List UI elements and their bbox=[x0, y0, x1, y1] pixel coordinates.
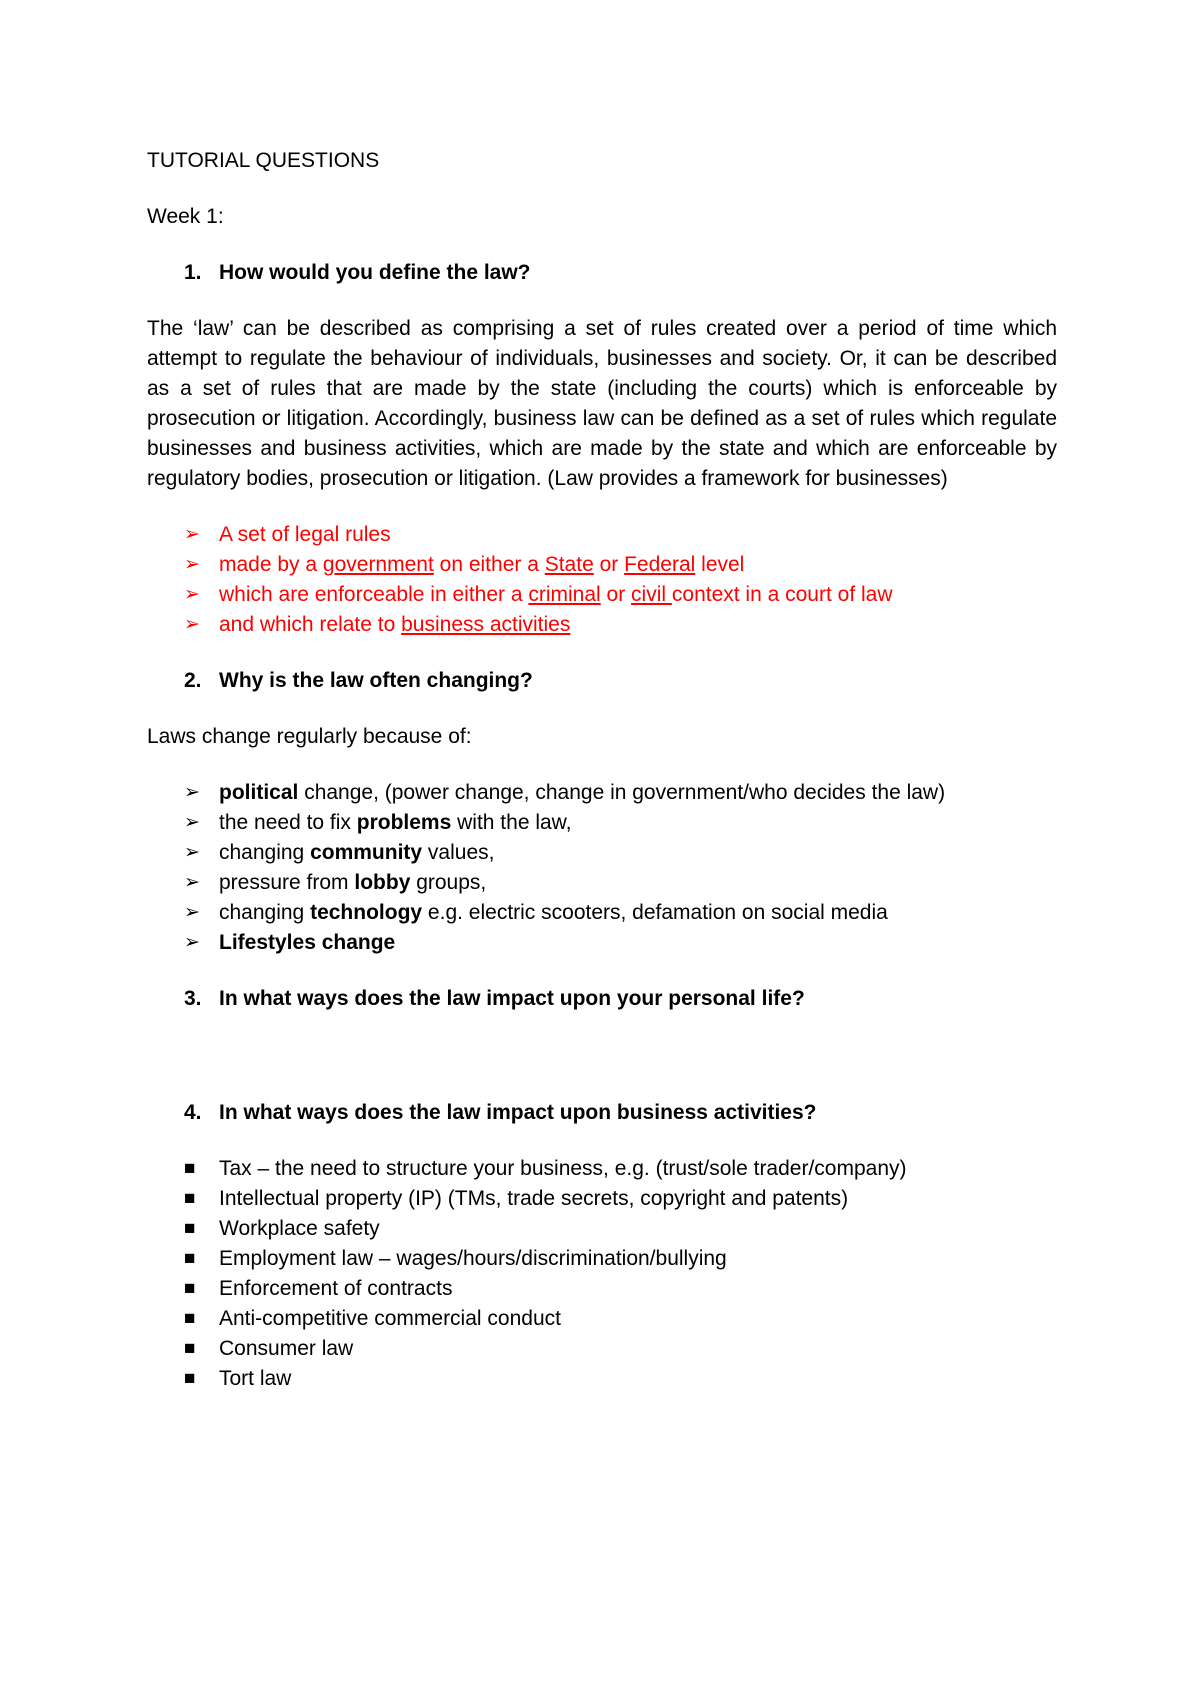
arrow-bullet-icon: ➢ bbox=[184, 842, 200, 863]
bullet-text: Anti-competitive commercial conduct bbox=[219, 1307, 561, 1330]
square-bullet-icon: ■ bbox=[184, 1368, 196, 1389]
square-bullet-icon: ■ bbox=[184, 1278, 196, 1299]
document-title: TUTORIAL QUESTIONS bbox=[147, 149, 380, 172]
question-text: Why is the law often changing? bbox=[219, 669, 533, 692]
list-item bbox=[147, 1244, 1057, 1274]
list-item bbox=[147, 1334, 1057, 1364]
bullet-text: Lifestyles change bbox=[219, 931, 396, 954]
question-3 bbox=[147, 984, 1057, 1014]
list-item bbox=[147, 1184, 1057, 1214]
list-item bbox=[147, 928, 1057, 958]
bullet-text: Workplace safety bbox=[219, 1217, 380, 1240]
list-item bbox=[147, 778, 1057, 808]
question-text: In what ways does the law impact upon business activities? bbox=[219, 1101, 817, 1124]
question-1-answer: The ‘law’ can be described as comprising a set of rules created over a period of time which attempt to regulate the behaviour of individuals, businesses and society. Or, it can be described as a set of rules that are made by the state (including the courts) which is enforceable by prosecution or litigation. Accordingly, business law can be defined as a set of rules which regulate businesses and business activities, which are made by the state and which are enforceable by regulatory bodies, prosecution or litigation. (Law provides a framework for businesses) bbox=[147, 317, 1057, 490]
list-item bbox=[147, 1364, 1057, 1394]
question-number: 3. bbox=[184, 987, 202, 1010]
change-reasons-list bbox=[147, 778, 1057, 958]
underlined-term: State bbox=[544, 553, 594, 576]
underlined-term: criminal bbox=[528, 583, 601, 606]
arrow-bullet-icon: ➢ bbox=[184, 614, 200, 635]
list-item bbox=[147, 1304, 1057, 1334]
question-4 bbox=[147, 1098, 1057, 1128]
underlined-term: Federal bbox=[624, 553, 696, 576]
list-item bbox=[147, 868, 1057, 898]
bullet-text: pressure from lobby groups, bbox=[219, 871, 487, 894]
bullet-text: the need to fix problems with the law, bbox=[219, 811, 572, 834]
bullet-text: Consumer law bbox=[219, 1337, 354, 1360]
arrow-bullet-icon: ➢ bbox=[184, 584, 200, 605]
bullet-text: A set of legal rules bbox=[219, 523, 391, 546]
underlined-term: business activities bbox=[401, 613, 571, 636]
list-item bbox=[147, 898, 1057, 928]
question-text: In what ways does the law impact upon your personal life? bbox=[219, 987, 805, 1010]
bullet-text: and which relate to business activities bbox=[219, 613, 571, 636]
list-item bbox=[147, 610, 1057, 640]
bullet-text: Tort law bbox=[219, 1367, 292, 1390]
question-text: How would you define the law? bbox=[219, 261, 531, 284]
bullet-text: Enforcement of contracts bbox=[219, 1277, 453, 1300]
bullet-text: which are enforceable in either a criminal or civil context in a court of law bbox=[219, 583, 893, 606]
square-bullet-icon: ■ bbox=[184, 1338, 196, 1359]
list-item bbox=[147, 550, 1057, 580]
list-item bbox=[147, 1274, 1057, 1304]
arrow-bullet-icon: ➢ bbox=[184, 554, 200, 575]
arrow-bullet-icon: ➢ bbox=[184, 812, 200, 833]
bullet-text: made by a government on either a State or Federal level bbox=[219, 553, 745, 576]
square-bullet-icon: ■ bbox=[184, 1248, 196, 1269]
square-bullet-icon: ■ bbox=[184, 1158, 196, 1179]
question-1 bbox=[147, 258, 1057, 288]
arrow-bullet-icon: ➢ bbox=[184, 902, 200, 923]
underlined-term: civil bbox=[631, 583, 672, 606]
arrow-bullet-icon: ➢ bbox=[184, 872, 200, 893]
list-item bbox=[147, 1214, 1057, 1244]
definition-bullet-list bbox=[147, 520, 1057, 640]
document-body bbox=[147, 146, 1057, 1394]
business-impact-list bbox=[147, 1154, 1057, 1394]
arrow-bullet-icon: ➢ bbox=[184, 524, 200, 545]
list-item bbox=[147, 838, 1057, 868]
arrow-bullet-icon: ➢ bbox=[184, 932, 200, 953]
question-number: 4. bbox=[184, 1101, 202, 1124]
question-number: 2. bbox=[184, 669, 202, 692]
bullet-text: changing technology e.g. electric scooters, defamation on social media bbox=[219, 901, 888, 924]
question-2 bbox=[147, 666, 1057, 696]
square-bullet-icon: ■ bbox=[184, 1188, 196, 1209]
list-item bbox=[147, 580, 1057, 610]
bullet-text: changing community values, bbox=[219, 841, 495, 864]
arrow-bullet-icon: ➢ bbox=[184, 782, 200, 803]
list-item bbox=[147, 808, 1057, 838]
bullet-text: political change, (power change, change in government/who decides the law) bbox=[219, 781, 946, 804]
question-2-intro: Laws change regularly because of: bbox=[147, 725, 472, 748]
list-item bbox=[147, 1154, 1057, 1184]
bullet-text: Tax – the need to structure your business, e.g. (trust/sole trader/company) bbox=[219, 1157, 907, 1180]
bullet-text: Employment law – wages/hours/discrimination/bullying bbox=[219, 1247, 727, 1270]
bullet-text: Intellectual property (IP) (TMs, trade secrets, copyright and patents) bbox=[219, 1187, 849, 1210]
underlined-term: government bbox=[322, 553, 434, 576]
list-item bbox=[147, 520, 1057, 550]
week-label: Week 1: bbox=[147, 205, 224, 228]
square-bullet-icon: ■ bbox=[184, 1218, 196, 1239]
square-bullet-icon: ■ bbox=[184, 1308, 196, 1329]
question-number: 1. bbox=[184, 261, 202, 284]
